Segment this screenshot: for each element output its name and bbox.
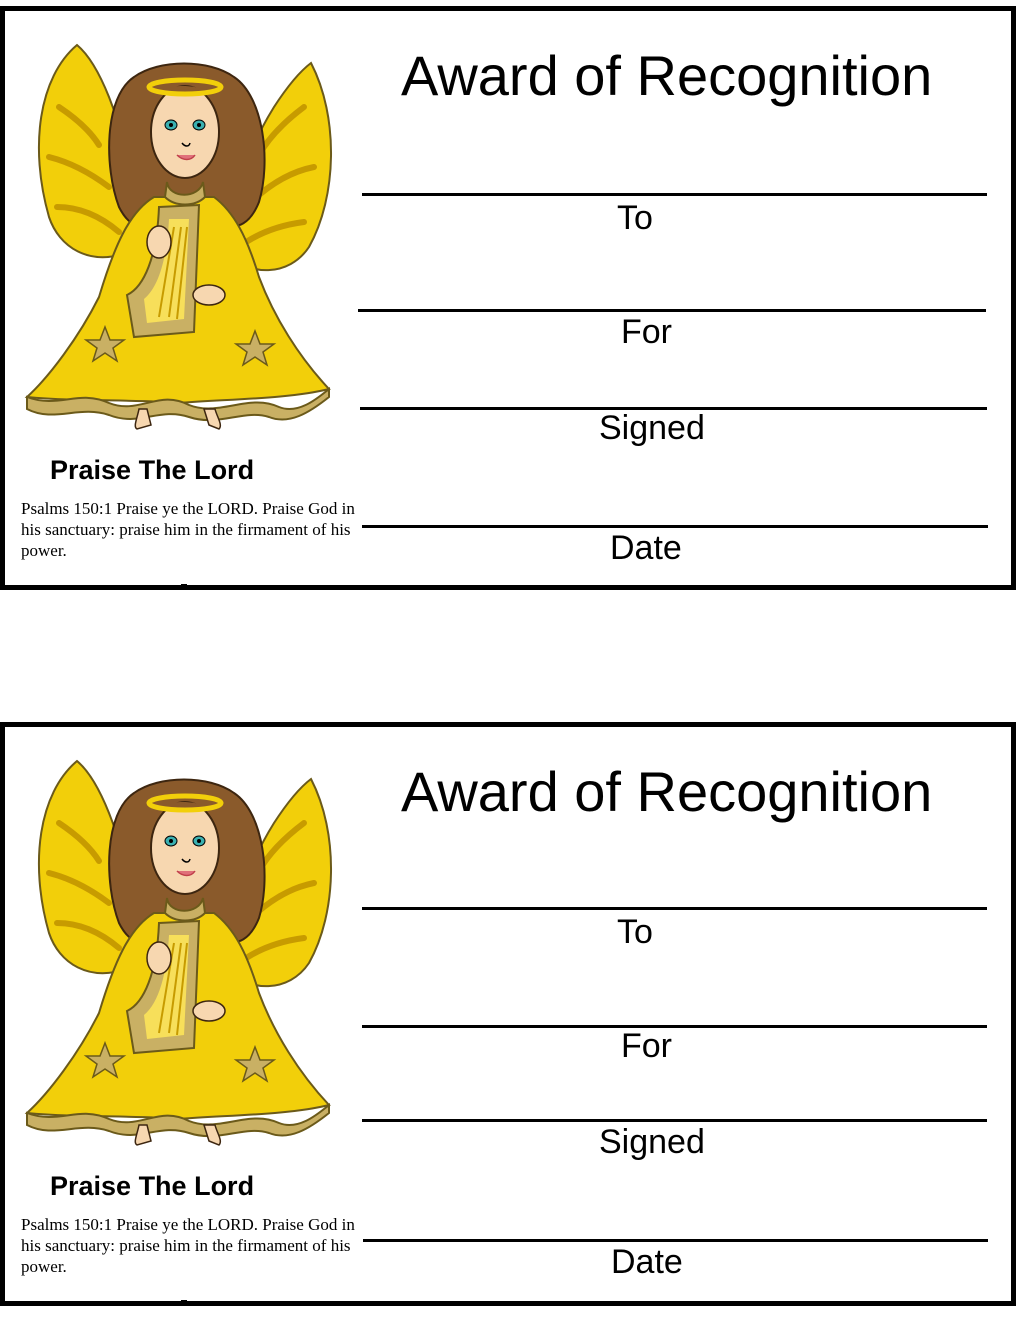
date-line [362,525,988,528]
award-title: Award of Recognition [401,760,933,823]
award-title: Award of Recognition [401,44,933,107]
to-label: To [617,913,653,951]
date-label: Date [611,1243,683,1281]
scripture-verse: Psalms 150:1 Praise ye the LORD. Praise God in his sanctuary: praise him in the firmament of his power. [21,499,355,560]
award-card [0,6,1016,590]
date-line [363,1239,988,1242]
angel-illustration [19,753,335,1151]
cut-mark [181,584,187,586]
for-label: For [621,1027,672,1065]
face [151,802,219,894]
award-card [0,722,1016,1306]
for-line [362,1025,987,1028]
signed-line [362,1119,987,1122]
for-line [358,309,986,312]
signed-label: Signed [599,1123,705,1161]
to-line [362,193,987,196]
praise-heading: Praise The Lord [50,1171,255,1201]
date-label: Date [610,529,682,567]
praise-heading: Praise The Lord [50,455,255,485]
for-label: For [621,313,672,351]
angel-illustration [19,37,335,435]
face [151,86,219,178]
scripture-verse: Psalms 150:1 Praise ye the LORD. Praise God in his sanctuary: praise him in the firmament of his power. [21,1215,355,1276]
to-label: To [617,199,653,237]
signed-label: Signed [599,409,705,447]
to-line [362,907,987,910]
cut-mark [181,1300,187,1302]
